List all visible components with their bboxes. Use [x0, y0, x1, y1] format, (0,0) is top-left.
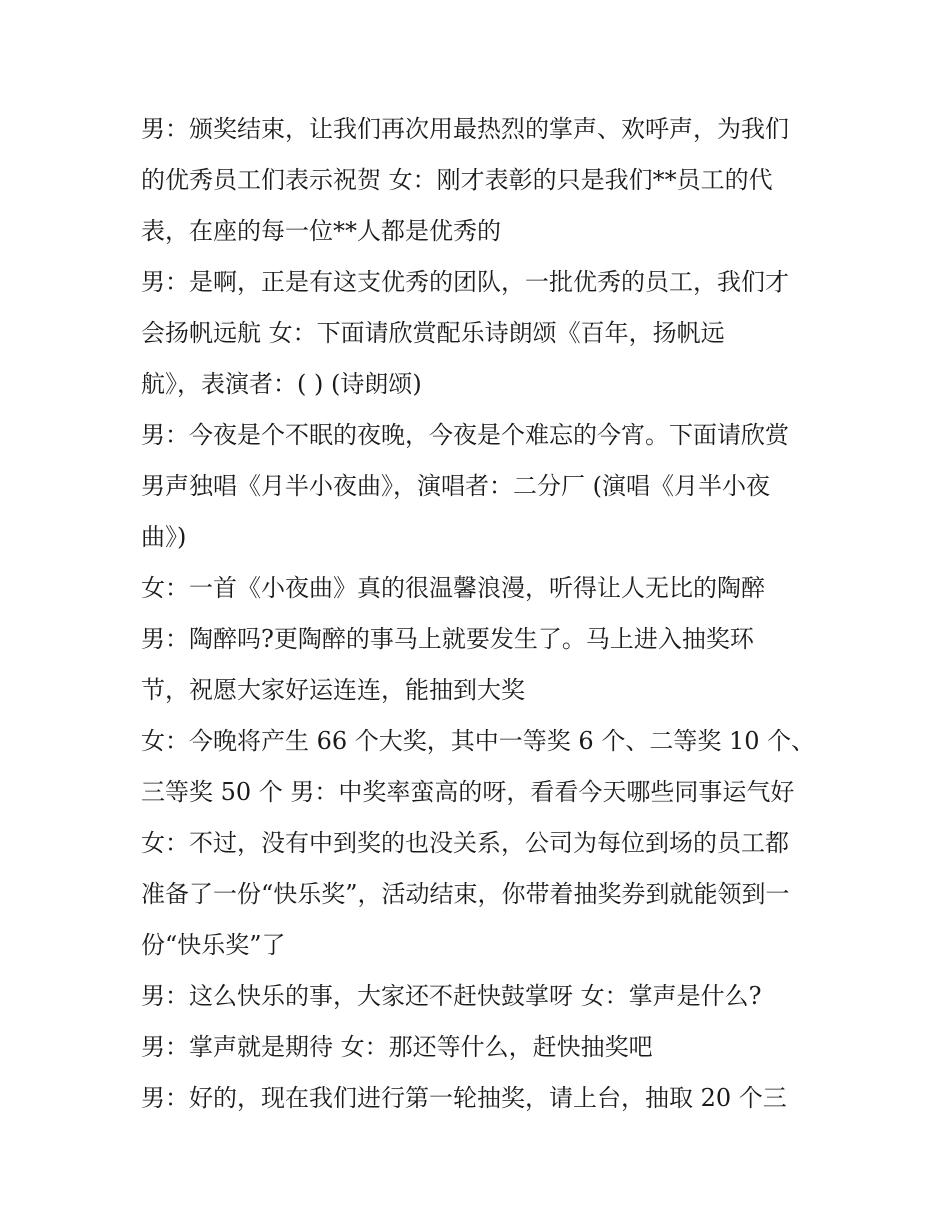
document-body: [141, 104, 821, 1124]
text-line: 曲》): [141, 523, 187, 551]
text-line: 女：今晚将产生 66 个大奖，其中一等奖 6 个、二等奖 10 个、: [141, 727, 816, 755]
text-line: 节，祝愿大家好运连连，能抽到大奖: [141, 676, 525, 704]
text-line: 男：是啊，正是有这支优秀的团队，一批优秀的员工，我们才: [141, 268, 789, 296]
text-line: 男：好的，现在我们进行第一轮抽奖，请上台，抽取 20 个三: [141, 1084, 787, 1112]
text-line: 会扬帆远航 女：下面请欣赏配乐诗朗颂《百年，扬帆远: [141, 319, 725, 347]
text-line: 男声独唱《月半小夜曲》，演唱者：二分厂 (演唱《月半小夜: [141, 472, 770, 500]
text-line: 男：颁奖结束，让我们再次用最热烈的掌声、欢呼声，为我们: [141, 115, 789, 143]
text-line: 男：陶醉吗?更陶醉的事马上就要发生了。马上进入抽奖环: [141, 625, 754, 653]
text-line: 的优秀员工们表示祝贺 女：刚才表彰的只是我们**员工的代: [141, 166, 773, 194]
text-line: 男：掌声就是期待 女：那还等什么，赶快抽奖吧: [141, 1033, 653, 1061]
text-line: 男：这么快乐的事，大家还不赶快鼓掌呀 女：掌声是什么?: [141, 982, 762, 1010]
text-line: 三等奖 50 个 男：中奖率蛮高的呀，看看今天哪些同事运气好: [141, 778, 795, 806]
text-line: 航》，表演者：( ) (诗朗颂): [141, 370, 422, 398]
text-line: 份“快乐奖”了: [141, 931, 286, 959]
text-line: 准备了一份“快乐奖”，活动结束，你带着抽奖券到就能领到一: [141, 880, 790, 908]
text-line: 表，在座的每一位**人都是优秀的: [141, 217, 501, 245]
text-line: 男：今夜是个不眠的夜晚，今夜是个难忘的今宵。下面请欣赏: [141, 421, 789, 449]
text-line: 女：不过，没有中到奖的也没关系，公司为每位到场的员工都: [141, 829, 789, 857]
text-line: 女：一首《小夜曲》真的很温馨浪漫，听得让人无比的陶醉: [141, 574, 765, 602]
